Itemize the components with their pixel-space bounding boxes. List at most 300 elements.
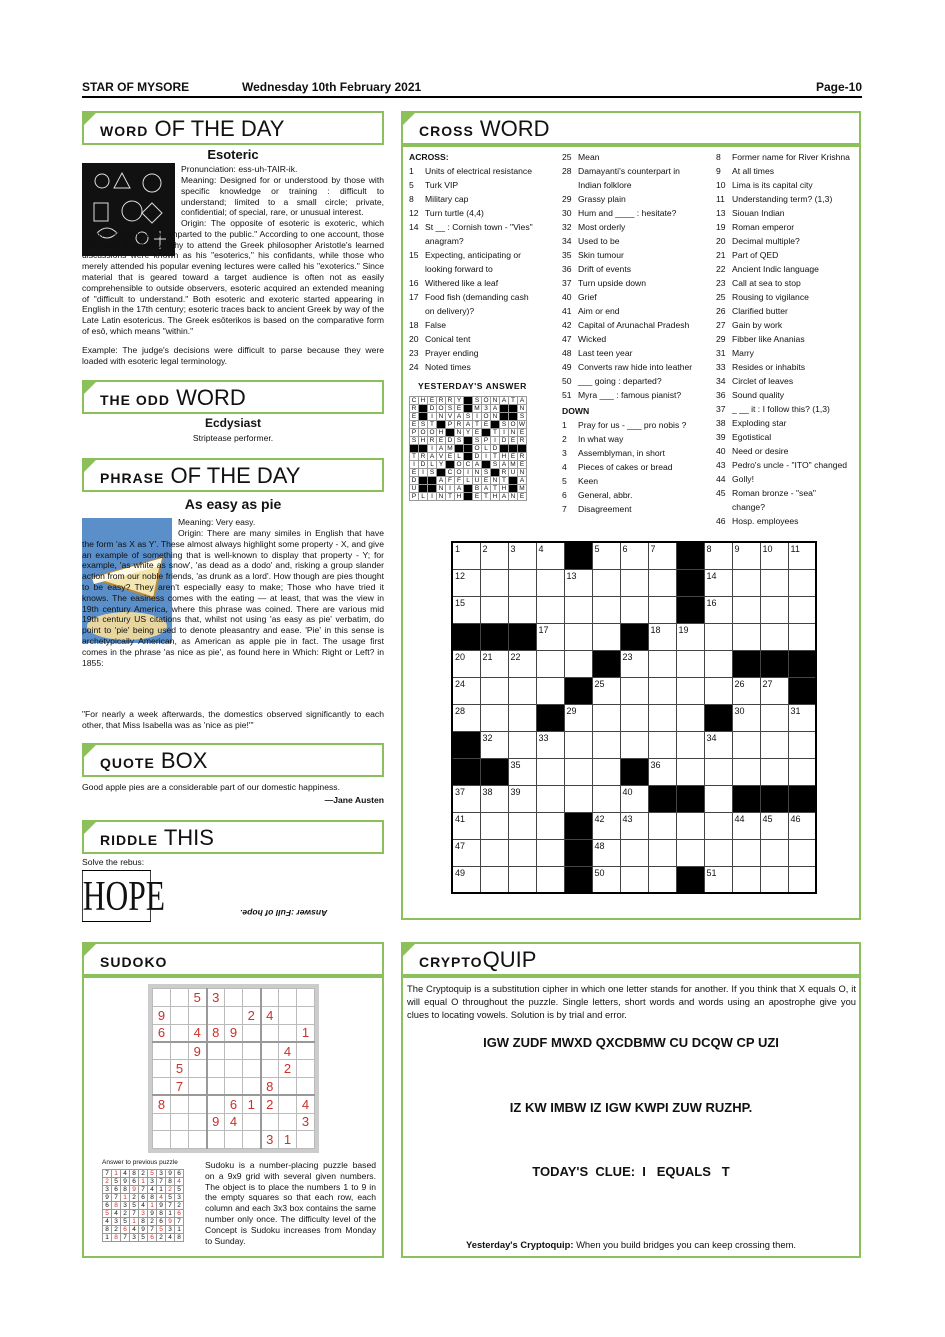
grid-cell[interactable] — [704, 785, 732, 812]
grid-cell[interactable] — [676, 650, 704, 677]
grid-cell[interactable]: 45 — [760, 812, 788, 839]
grid-cell[interactable] — [592, 569, 620, 596]
answer-cell: N — [509, 429, 518, 437]
sudoku-cell[interactable] — [297, 1042, 315, 1060]
clue — [716, 304, 861, 318]
grid-cell[interactable] — [480, 704, 508, 731]
sudoku-cell[interactable] — [279, 989, 297, 1007]
clue-text: Prayer ending — [425, 348, 479, 358]
sudoku-cell[interactable] — [189, 1131, 207, 1149]
grid-cell[interactable]: 25 — [592, 677, 620, 704]
grid-cell[interactable] — [508, 731, 536, 758]
clue-number: 5 — [409, 180, 414, 190]
grid-cell[interactable] — [536, 758, 564, 785]
clue-text: Former name for River Krishna — [732, 152, 850, 162]
answer-cell — [509, 477, 518, 485]
grid-cell — [592, 650, 620, 677]
answer-cell: Y — [464, 429, 473, 437]
clue-number: 45 — [716, 488, 726, 498]
grid-cell[interactable] — [648, 812, 676, 839]
grid-cell[interactable]: 15 — [452, 596, 480, 623]
grid-cell[interactable]: 23 — [620, 650, 648, 677]
clue — [562, 150, 712, 164]
grid-cell[interactable] — [760, 758, 788, 785]
grid-cell[interactable]: 29 — [564, 704, 592, 731]
grid-cell[interactable] — [592, 623, 620, 650]
clue-number — [716, 500, 732, 514]
sudoku-cell[interactable] — [243, 1131, 261, 1149]
clue-text: Gain by work — [732, 320, 783, 330]
answer-cell: O — [483, 413, 489, 420]
sudoku-cell[interactable] — [189, 1113, 207, 1131]
answer-cell — [464, 453, 473, 461]
grid-cell[interactable] — [620, 866, 648, 893]
prev-cell: 1 — [112, 1170, 121, 1178]
grid-cell[interactable] — [592, 596, 620, 623]
prev-cell: 6 — [175, 1210, 184, 1218]
grid-cell[interactable] — [536, 569, 564, 596]
answer-cell: S — [428, 469, 437, 477]
grid-cell[interactable] — [704, 839, 732, 866]
grid-cell[interactable] — [620, 596, 648, 623]
grid-cell[interactable] — [536, 839, 564, 866]
grid-cell[interactable]: 8 — [704, 542, 732, 569]
grid-cell[interactable] — [788, 569, 816, 596]
grid-cell[interactable]: 16 — [704, 596, 732, 623]
answer-cell: C — [410, 397, 419, 405]
grid-cell[interactable] — [592, 704, 620, 731]
answer-cell — [437, 421, 446, 429]
answer-cell: E — [518, 429, 527, 437]
grid-cell[interactable]: 3 — [508, 542, 536, 569]
grid-cell[interactable]: 14 — [704, 569, 732, 596]
crossword-header — [401, 111, 861, 145]
grid-cell[interactable] — [508, 812, 536, 839]
sudoku-cell[interactable] — [261, 1042, 279, 1060]
answer-cell: H — [419, 397, 428, 405]
grid-cell[interactable] — [648, 866, 676, 893]
answer-cell: I — [446, 485, 455, 493]
grid-cell[interactable] — [676, 758, 704, 785]
grid-cell[interactable] — [592, 731, 620, 758]
clue-text: Turk VIP — [425, 180, 459, 190]
clue-number: 26 — [716, 306, 726, 316]
prev-cell: 5 — [139, 1234, 148, 1242]
grid-cell[interactable] — [676, 704, 704, 731]
sudoku-cell[interactable] — [225, 1077, 243, 1095]
grid-cell[interactable]: 43 — [620, 812, 648, 839]
sudoku-cell[interactable] — [171, 1131, 189, 1149]
sudoku-cell[interactable] — [153, 1060, 171, 1078]
sudoku-cell[interactable] — [171, 1113, 189, 1131]
sudoku-cell[interactable] — [225, 1006, 243, 1024]
grid-cell[interactable]: 38 — [480, 785, 508, 812]
grid-cell[interactable]: 9 — [732, 542, 760, 569]
answer-cell: H — [500, 453, 509, 461]
clue-text: Grief — [578, 292, 597, 302]
grid-cell[interactable]: 30 — [732, 704, 760, 731]
grid-cell[interactable] — [564, 650, 592, 677]
grid-cell[interactable] — [564, 731, 592, 758]
clue-number: 51 — [562, 390, 572, 400]
grid-cell[interactable]: 32 — [480, 731, 508, 758]
clue-number: 4 — [562, 462, 567, 472]
sudoku-cell[interactable] — [153, 1131, 171, 1149]
grid-cell[interactable]: 22 — [508, 650, 536, 677]
grid-cell[interactable] — [648, 677, 676, 704]
sudoku-cell[interactable] — [153, 1113, 171, 1131]
sudoku-cell[interactable] — [207, 1060, 225, 1078]
sudoku-cell[interactable] — [261, 1113, 279, 1131]
grid-cell[interactable] — [480, 569, 508, 596]
grid-cell[interactable] — [564, 623, 592, 650]
grid-cell[interactable]: 10 — [760, 542, 788, 569]
grid-cell[interactable] — [760, 731, 788, 758]
clue-text: Expecting, anticipating or — [425, 250, 522, 260]
answer-cell: A — [518, 477, 527, 485]
grid-cell[interactable]: 48 — [592, 839, 620, 866]
grid-cell[interactable]: 46 — [788, 812, 816, 839]
sudoku-cell[interactable] — [207, 1095, 225, 1113]
grid-cell[interactable]: 28 — [452, 704, 480, 731]
clue-number: 20 — [716, 236, 726, 246]
sudoku-cell[interactable] — [189, 1006, 207, 1024]
grid-cell[interactable] — [648, 704, 676, 731]
sudoku-cell[interactable] — [297, 989, 315, 1007]
sudoku-cell[interactable] — [279, 1095, 297, 1113]
grid-cell[interactable] — [620, 677, 648, 704]
grid-cell[interactable] — [704, 758, 732, 785]
grid-cell[interactable] — [536, 677, 564, 704]
answer-cell: I — [482, 453, 491, 461]
answer-cell: N — [473, 469, 482, 477]
sudoku-cell[interactable] — [279, 1113, 297, 1131]
grid-cell[interactable] — [508, 704, 536, 731]
sudoku-cell[interactable] — [297, 1060, 315, 1078]
grid-cell[interactable]: 5 — [592, 542, 620, 569]
answer-cell — [428, 477, 437, 485]
sudoku-cell[interactable] — [279, 1024, 297, 1042]
sudoku-cell[interactable] — [243, 1113, 261, 1131]
sudoku-cell[interactable] — [171, 1024, 189, 1042]
grid-cell — [760, 785, 788, 812]
grid-cell[interactable]: 1 — [452, 542, 480, 569]
grid-cell[interactable] — [480, 596, 508, 623]
clue — [716, 458, 861, 472]
clue — [562, 374, 712, 388]
grid-cell[interactable] — [676, 839, 704, 866]
grid-cell[interactable] — [480, 866, 508, 893]
answer-cell: R — [518, 437, 527, 445]
sudoku-cell[interactable] — [171, 1006, 189, 1024]
answer-cell: I — [428, 493, 437, 501]
grid-cell[interactable]: 34 — [704, 731, 732, 758]
grid-cell[interactable]: 19 — [676, 623, 704, 650]
grid-cell[interactable] — [620, 569, 648, 596]
answer-cell: D — [473, 453, 482, 461]
grid-cell[interactable] — [788, 731, 816, 758]
answer-cell: S — [473, 437, 482, 445]
grid-cell[interactable]: 36 — [648, 758, 676, 785]
sudoku-cell[interactable] — [207, 1131, 225, 1149]
grid-cell[interactable] — [536, 785, 564, 812]
wotd-pronunciation: Pronunciation: ess-uh-TAIR-ik. — [181, 164, 298, 174]
clue-number: 40 — [562, 292, 572, 302]
grid-cell[interactable] — [620, 704, 648, 731]
prev-cell: 1 — [121, 1194, 130, 1202]
grid-cell[interactable] — [732, 596, 760, 623]
grid-cell[interactable] — [648, 596, 676, 623]
sudoku-cell: 9 — [207, 1113, 225, 1131]
grid-cell[interactable]: 18 — [648, 623, 676, 650]
grid-cell[interactable] — [592, 758, 620, 785]
clue-text: Military cap — [425, 194, 469, 204]
sudoku-cell[interactable] — [189, 1060, 207, 1078]
grid-cell — [564, 839, 592, 866]
sudoku-cell[interactable] — [153, 1042, 171, 1060]
odd-h-small: THE ODD — [100, 392, 170, 408]
grid-cell[interactable] — [536, 812, 564, 839]
grid-cell[interactable]: 17 — [536, 623, 564, 650]
answer-cell: F — [446, 477, 455, 485]
clue-number: 17 — [409, 292, 419, 302]
prev-cell: 8 — [121, 1186, 130, 1194]
grid-cell[interactable] — [760, 569, 788, 596]
grid-cell[interactable]: 4 — [536, 542, 564, 569]
clue — [716, 402, 861, 416]
sudoku-cell[interactable] — [261, 989, 279, 1007]
grid-cell[interactable] — [704, 677, 732, 704]
sudoku-cell[interactable] — [243, 1060, 261, 1078]
clue — [409, 248, 559, 262]
grid-cell[interactable]: 12 — [452, 569, 480, 596]
grid-cell[interactable]: 21 — [480, 650, 508, 677]
clue — [562, 360, 712, 374]
grid-cell[interactable]: 39 — [508, 785, 536, 812]
grid-cell[interactable]: 41 — [452, 812, 480, 839]
grid-cell[interactable] — [704, 623, 732, 650]
grid-cell[interactable]: 47 — [452, 839, 480, 866]
sudoku-cell[interactable] — [243, 989, 261, 1007]
sudoku-cell[interactable] — [279, 1077, 297, 1095]
grid-cell[interactable]: 50 — [592, 866, 620, 893]
grid-cell[interactable]: 20 — [452, 650, 480, 677]
answer-cell: D — [419, 461, 428, 469]
sudoku-cell: 1 — [297, 1024, 315, 1042]
grid-cell[interactable] — [788, 623, 816, 650]
clue-text: Decimal multiple? — [732, 236, 800, 246]
grid-cell[interactable] — [760, 623, 788, 650]
grid-cell[interactable]: 24 — [452, 677, 480, 704]
answer-cell: N — [491, 477, 500, 485]
grid-cell[interactable] — [508, 839, 536, 866]
grid-cell[interactable] — [788, 758, 816, 785]
answer-cell — [482, 429, 491, 437]
grid-cell[interactable] — [536, 596, 564, 623]
grid-cell[interactable]: 6 — [620, 542, 648, 569]
grid-cell[interactable] — [704, 650, 732, 677]
grid-cell[interactable] — [480, 839, 508, 866]
sudoku-cell[interactable] — [297, 1131, 315, 1149]
grid-cell[interactable] — [508, 596, 536, 623]
grid-cell[interactable]: 44 — [732, 812, 760, 839]
sudoku-cell[interactable] — [279, 1006, 297, 1024]
sudoku-cell[interactable] — [153, 989, 171, 1007]
grid-cell[interactable] — [480, 677, 508, 704]
clue-number: 42 — [562, 320, 572, 330]
grid-cell[interactable]: 26 — [732, 677, 760, 704]
clue-text: Part of QED — [732, 250, 779, 260]
answer-cell — [419, 405, 428, 413]
sudoku-cell[interactable] — [261, 1060, 279, 1078]
grid-cell[interactable]: 37 — [452, 785, 480, 812]
grid-cell[interactable] — [564, 758, 592, 785]
grid-cell[interactable] — [648, 731, 676, 758]
crypto-yest-text: When you build bridges you can keep crossing them. — [576, 1239, 796, 1250]
potd-origin: Origin: There are many similes in English that have the form 'as X as Y'. These almost always highlight some property - X, and give an example of something that is well-known to display that property - Y; for example, 'as white as snow', 'as dead as a dodo' and, risking a group slander action from our noble friends, 'as drunk as a lord'. How though are pies thought to be easy? They aren't especially easy to make; Those who have tried it knows. The easiness comes with the eating — at least, that was the view in 19th century America, where this phrase was coined. There are various mid 19th century US citations that, whilst not using 'as easy as pie' verbatim, do point to 'pie' being used to denote pleasantry and ease. 'Pie' in this sense is archetypically American, as American as apple pie in fact. The usage first comes in the phrase 'as nice as pie', as found here in Which: Right or Left? in 1855: — [82, 528, 384, 668]
prev-cell: 2 — [112, 1226, 121, 1234]
sudoku-cell[interactable] — [171, 1042, 189, 1060]
prev-cell: 1 — [103, 1234, 112, 1242]
grid-cell[interactable] — [648, 569, 676, 596]
grid-cell[interactable]: 31 — [788, 704, 816, 731]
grid-cell[interactable] — [480, 812, 508, 839]
clue-list-3 — [562, 418, 712, 516]
answer-cell: N — [455, 429, 464, 437]
prev-cell: 1 — [166, 1210, 175, 1218]
sudoku-cell[interactable] — [171, 1095, 189, 1113]
clue-number: 24 — [409, 362, 419, 372]
grid-cell[interactable] — [732, 623, 760, 650]
answer-cell — [509, 413, 518, 421]
grid-cell[interactable] — [508, 677, 536, 704]
clue-text: Mean — [578, 152, 600, 162]
clue — [409, 346, 559, 360]
sudoku-cell[interactable] — [171, 989, 189, 1007]
grid-cell[interactable]: 11 — [788, 542, 816, 569]
grid-cell[interactable] — [788, 866, 816, 893]
answer-cell: N — [491, 397, 500, 405]
grid-cell[interactable] — [704, 812, 732, 839]
page-header — [82, 80, 862, 98]
grid-cell[interactable] — [788, 596, 816, 623]
across-col1 — [409, 150, 559, 374]
grid-cell[interactable] — [676, 677, 704, 704]
grid-cell[interactable] — [536, 650, 564, 677]
sudoku-cell[interactable] — [225, 1131, 243, 1149]
sudoku-cell[interactable] — [243, 1042, 261, 1060]
prev-cell: 6 — [130, 1178, 139, 1186]
clue-text: Indian folklore — [578, 180, 632, 190]
answer-cell: H — [455, 493, 464, 501]
clue-text: False — [425, 320, 447, 330]
sudoku-cell[interactable] — [189, 1095, 207, 1113]
crypto-line1: IGW ZUDF MWXD QXCDBMW CU DCQW CP UZI — [483, 1035, 779, 1050]
grid-cell[interactable]: 35 — [508, 758, 536, 785]
grid-cell[interactable] — [508, 569, 536, 596]
prev-cell: 8 — [148, 1194, 157, 1202]
sudoku-cell[interactable] — [297, 1006, 315, 1024]
grid-cell[interactable]: 51 — [704, 866, 732, 893]
grid-cell[interactable]: 7 — [648, 542, 676, 569]
grid-cell[interactable] — [732, 866, 760, 893]
grid-cell[interactable]: 33 — [536, 731, 564, 758]
grid-cell[interactable] — [592, 785, 620, 812]
grid-cell[interactable] — [508, 866, 536, 893]
grid-cell[interactable]: 13 — [564, 569, 592, 596]
grid-cell[interactable] — [648, 650, 676, 677]
grid-cell[interactable] — [676, 812, 704, 839]
clue — [716, 360, 861, 374]
sudoku-cell[interactable] — [225, 1042, 243, 1060]
grid-cell[interactable] — [676, 731, 704, 758]
grid-cell[interactable] — [760, 866, 788, 893]
answer-cell: N — [437, 413, 446, 421]
grid-cell[interactable] — [620, 839, 648, 866]
grid-cell[interactable] — [788, 839, 816, 866]
grid-cell[interactable] — [564, 596, 592, 623]
grid-cell[interactable] — [536, 866, 564, 893]
answer-cell: P — [482, 437, 491, 445]
sudoku-cell[interactable] — [207, 1006, 225, 1024]
grid-cell[interactable] — [732, 569, 760, 596]
clue-number: 36 — [562, 264, 572, 274]
grid-cell[interactable]: 40 — [620, 785, 648, 812]
grid-cell — [564, 866, 592, 893]
sudoku-cell[interactable] — [261, 1024, 279, 1042]
sudoku-cell[interactable] — [189, 1077, 207, 1095]
potd-header — [82, 458, 384, 492]
clue-text: Aim or end — [578, 306, 620, 316]
answer-cell: S — [491, 461, 500, 469]
prev-cell: 9 — [157, 1202, 166, 1210]
sudoku-cell[interactable] — [243, 1024, 261, 1042]
answer-cell — [410, 445, 419, 453]
crossword-grid[interactable] — [451, 541, 817, 894]
grid-cell[interactable] — [760, 596, 788, 623]
clue — [716, 486, 861, 500]
answer-cell: N — [437, 493, 446, 501]
grid-cell[interactable] — [620, 731, 648, 758]
grid-cell[interactable] — [732, 758, 760, 785]
grid-cell[interactable] — [760, 704, 788, 731]
answer-cell: I — [491, 437, 500, 445]
grid-cell[interactable] — [732, 839, 760, 866]
grid-cell[interactable] — [760, 839, 788, 866]
clue — [562, 388, 712, 402]
sudoku-cell[interactable] — [153, 1077, 171, 1095]
grid-cell[interactable] — [648, 839, 676, 866]
sudoku-cell[interactable] — [207, 1077, 225, 1095]
sudoku-cell[interactable] — [225, 1060, 243, 1078]
clue-number: 33 — [716, 362, 726, 372]
sudoku-cell[interactable] — [207, 1042, 225, 1060]
answer-cell: D — [491, 445, 500, 453]
sudoku-cell[interactable] — [243, 1077, 261, 1095]
sudoku-cell[interactable] — [297, 1077, 315, 1095]
grid-cell[interactable]: 27 — [760, 677, 788, 704]
grid-cell[interactable]: 42 — [592, 812, 620, 839]
sudoku-grid[interactable] — [152, 988, 315, 1149]
sudoku-cell[interactable] — [225, 989, 243, 1007]
grid-cell[interactable] — [564, 785, 592, 812]
across-label: ACROSS: — [409, 152, 449, 162]
grid-cell[interactable] — [732, 731, 760, 758]
grid-cell[interactable]: 49 — [452, 866, 480, 893]
grid-cell[interactable]: 2 — [480, 542, 508, 569]
clue-list-4 — [716, 150, 861, 528]
answer-cell — [509, 485, 518, 493]
